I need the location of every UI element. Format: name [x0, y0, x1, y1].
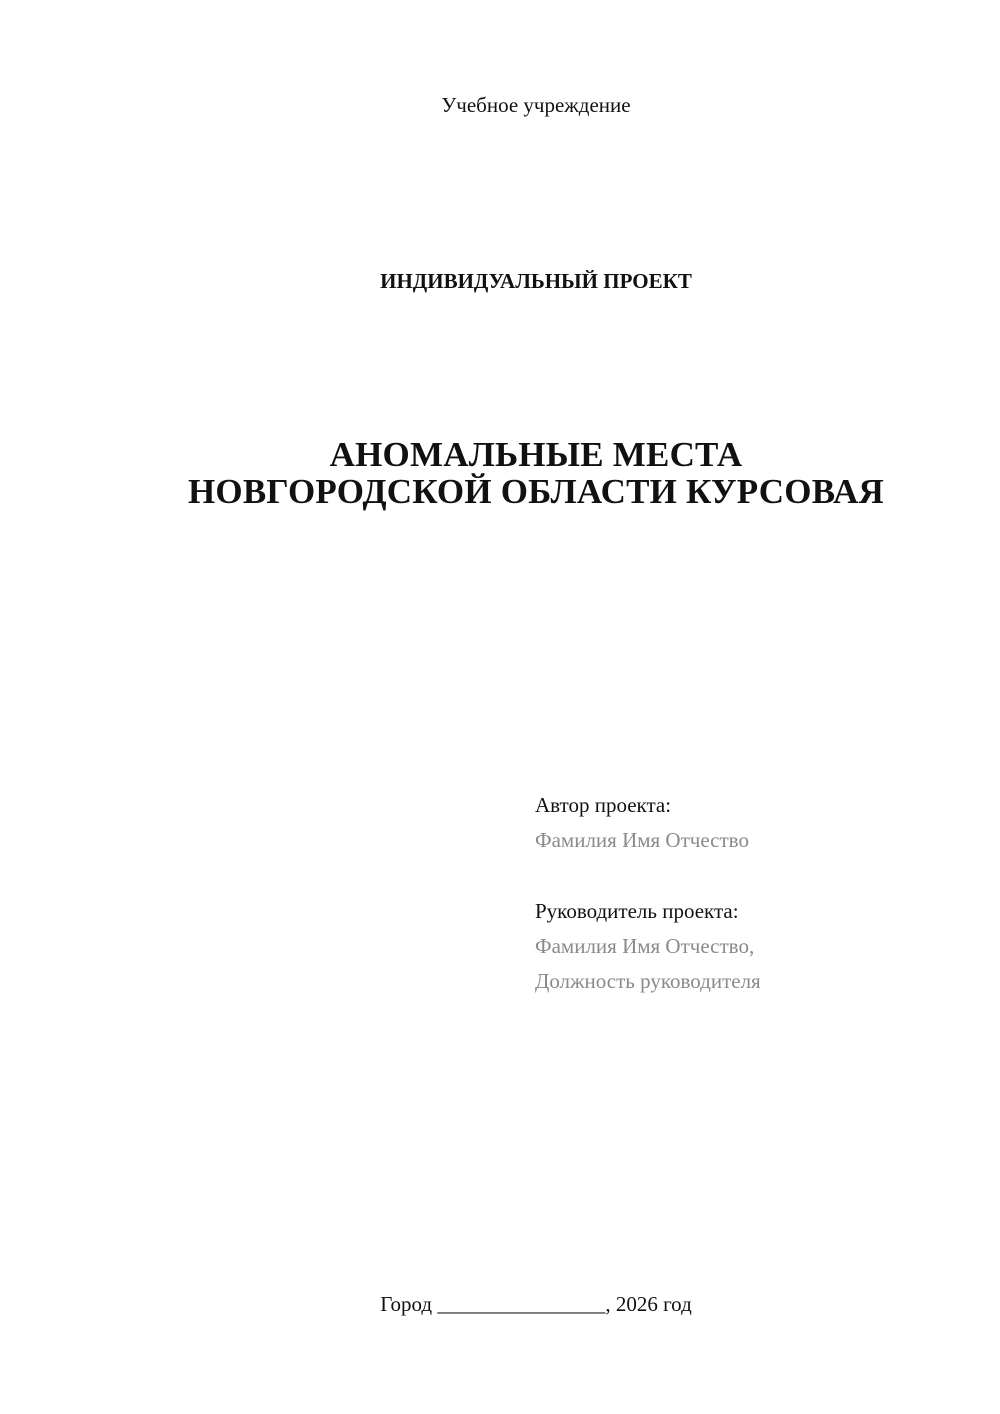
institution-name: Учебное учреждение: [441, 93, 631, 117]
project-info-block: [535, 788, 975, 999]
supervisor-name: Фамилия Имя Отчество,: [535, 934, 755, 958]
project-type: ИНДИВИДУАЛЬНЫЙ ПРОЕКТ: [380, 269, 692, 293]
document-title: [0, 436, 1000, 510]
title-line-2: НОВГОРОДСКОЙ ОБЛАСТИ КУРСОВАЯ: [188, 472, 884, 511]
info-spacer: [535, 858, 975, 894]
author-label: Автор проекта:: [535, 793, 672, 817]
author-name: Фамилия Имя Отчество: [535, 828, 749, 852]
city-year-footer: Город ________________, 2026 год: [380, 1292, 692, 1316]
supervisor-label: Руководитель проекта:: [535, 899, 739, 923]
supervisor-position: Должность руководителя: [535, 969, 761, 993]
title-line-1: АНОМАЛЬНЫЕ МЕСТА: [329, 435, 743, 474]
